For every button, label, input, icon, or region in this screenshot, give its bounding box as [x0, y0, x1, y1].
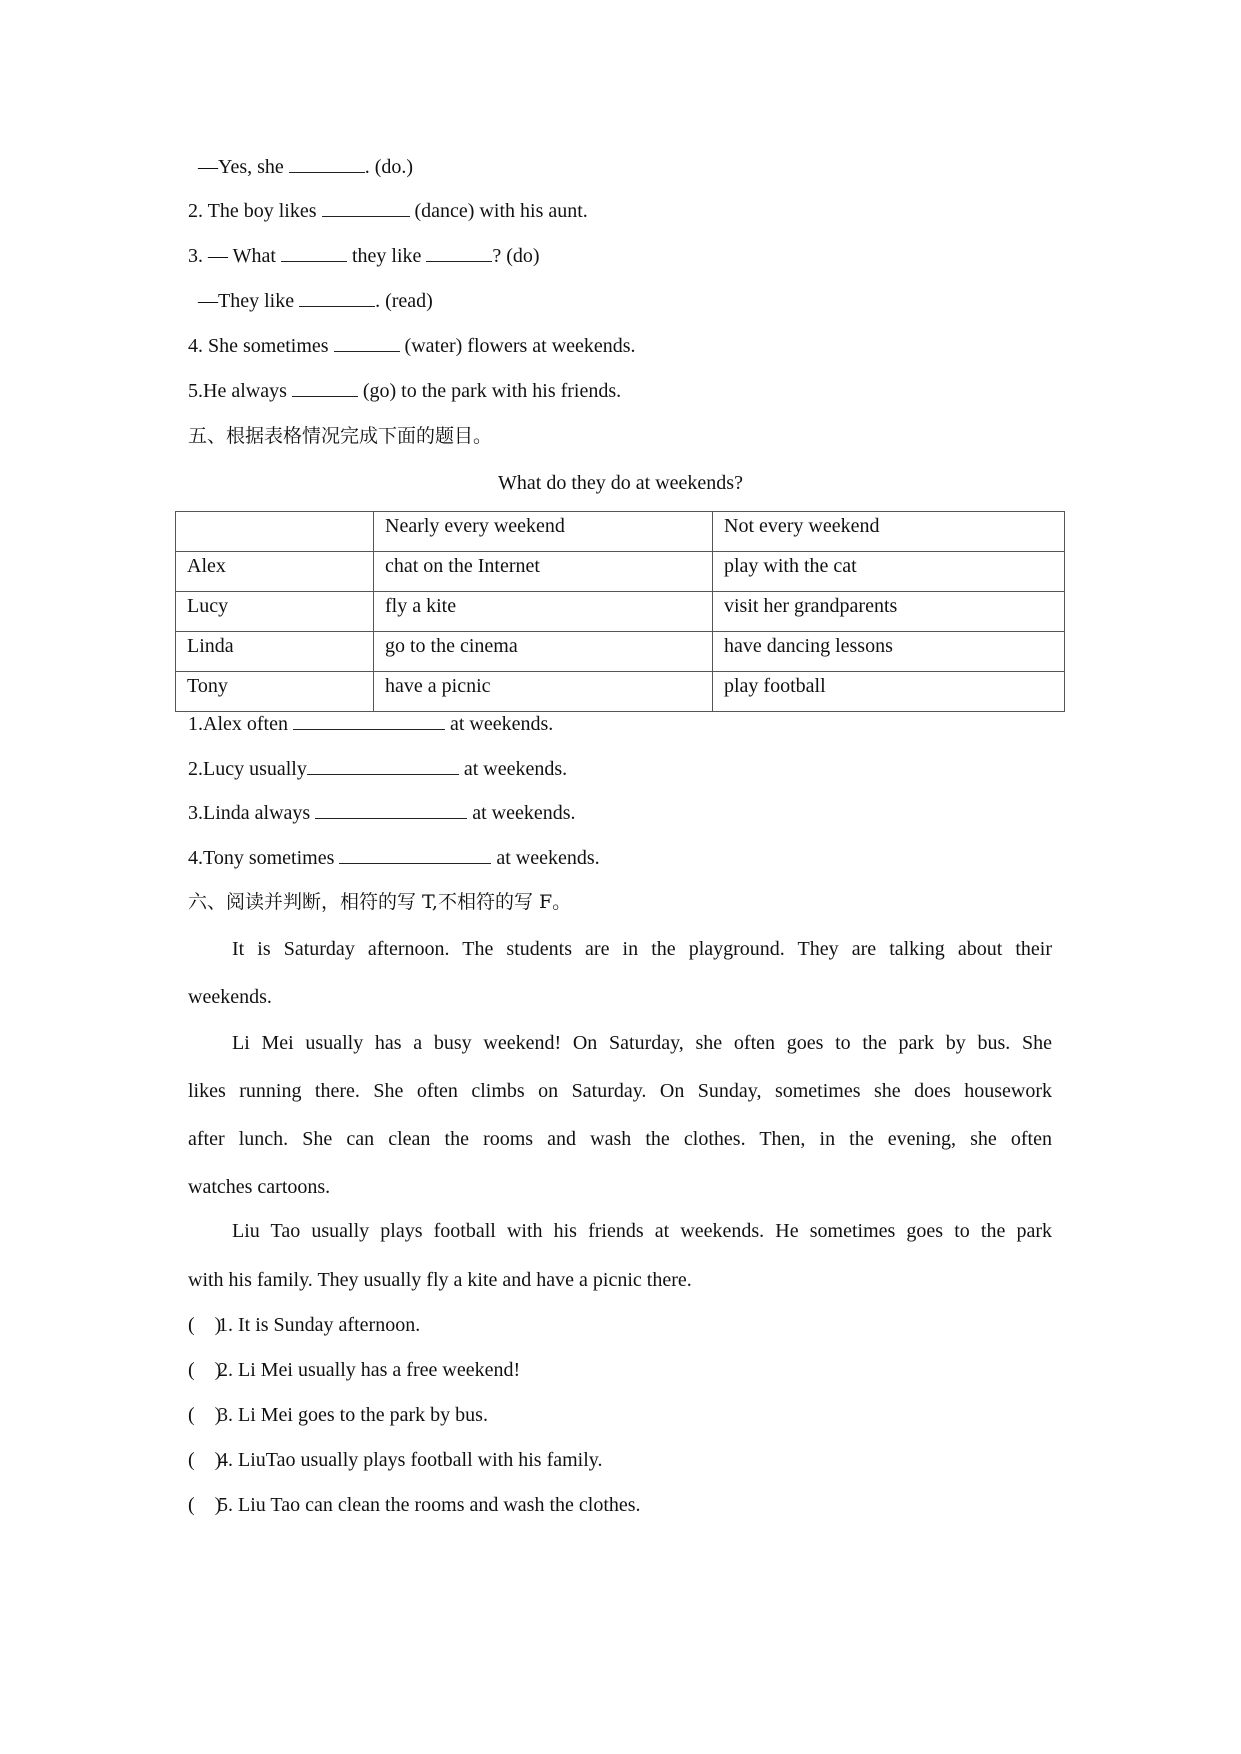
answer-blank[interactable] [281, 243, 347, 262]
answer-blank[interactable] [289, 154, 365, 173]
answer-paren[interactable]: ( ) [188, 1404, 222, 1426]
answer-paren[interactable]: ( ) [188, 1449, 222, 1471]
judgement-item-5: ( )5. Liu Tao can clean the rooms and wash the clothes. [188, 1494, 641, 1516]
table-header-cell [176, 512, 374, 552]
question-5: 5.He always (go) to the park with his friends. [188, 380, 622, 402]
q1-answer-line: —Yes, she . (do.) [198, 156, 414, 178]
passage-line: watches cartoons. [188, 1176, 331, 1198]
table-header-cell: Not every weekend [713, 512, 1065, 552]
question-2: 2. The boy likes (dance) with his aunt. [188, 200, 588, 222]
answer-blank[interactable] [339, 845, 491, 864]
passage-line: with his family. They usually fly a kite and have a picnic there. [188, 1269, 692, 1291]
table-cell: chat on the Internet [374, 552, 713, 592]
passage-line: after lunch. She can clean the rooms and wash the clothes. Then, in the evening, she often [188, 1128, 1052, 1150]
answer-blank[interactable] [307, 756, 459, 775]
table-caption: What do they do at weekends? [498, 472, 743, 494]
answer-blank[interactable] [334, 333, 400, 352]
table-header-row [176, 512, 1065, 552]
table-cell-name: Linda [176, 632, 374, 672]
judgement-item-1: ( )1. It is Sunday afternoon. [188, 1314, 421, 1336]
table-header-cell: Nearly every weekend [374, 512, 713, 552]
passage-line: Li Mei usually has a busy weekend! On Saturday, she often goes to the park by bus. She [232, 1032, 1052, 1054]
answer-blank[interactable] [426, 243, 492, 262]
section5-heading: 五、根据表格情况完成下面的题目。 [188, 425, 493, 447]
table-cell-name: Alex [176, 552, 374, 592]
answer-paren[interactable]: ( ) [188, 1494, 222, 1516]
section6-heading: 六、阅读并判断，相符的写 T,不相符的写 F。 [188, 891, 572, 913]
question-4: 4. She sometimes (water) flowers at weekends. [188, 335, 636, 357]
answer-paren[interactable]: ( ) [188, 1314, 222, 1336]
passage-line: Liu Tao usually plays football with his friends at weekends. He sometimes goes to the park [232, 1220, 1052, 1242]
answer-blank[interactable] [315, 800, 467, 819]
table-cell: play with the cat [713, 552, 1065, 592]
table-cell-name: Lucy [176, 592, 374, 632]
answer-blank[interactable] [299, 288, 375, 307]
table-question-3: 3.Linda always at weekends. [188, 802, 576, 824]
answer-blank[interactable] [293, 711, 445, 730]
question-3: 3. — What they like ? (do) [188, 245, 540, 267]
table-cell: go to the cinema [374, 632, 713, 672]
table-question-2: 2.Lucy usually at weekends. [188, 758, 568, 780]
passage-line: It is Saturday afternoon. The students are in the playground. They are talking about their [232, 938, 1052, 960]
passage-line: likes running there. She often climbs on Saturday. On Sunday, sometimes she does housework [188, 1080, 1052, 1102]
table-question-1: 1.Alex often at weekends. [188, 713, 554, 735]
table-question-4: 4.Tony sometimes at weekends. [188, 847, 600, 869]
judgement-item-2: ( )2. Li Mei usually has a free weekend! [188, 1359, 521, 1381]
table-cell: have a picnic [374, 672, 713, 712]
answer-blank[interactable] [292, 378, 358, 397]
q3-answer-line: —They like . (read) [198, 290, 433, 312]
passage-line: weekends. [188, 986, 272, 1008]
table-cell: have dancing lessons [713, 632, 1065, 672]
table-row [176, 632, 1065, 672]
table-cell: play football [713, 672, 1065, 712]
judgement-item-4: ( )4. LiuTao usually plays football with his family. [188, 1449, 603, 1471]
table-cell: visit her grandparents [713, 592, 1065, 632]
table-row [176, 552, 1065, 592]
table-row [176, 672, 1065, 712]
answer-blank[interactable] [322, 198, 410, 217]
answer-paren[interactable]: ( ) [188, 1359, 222, 1381]
table-row [176, 592, 1065, 632]
table-cell-name: Tony [176, 672, 374, 712]
table-cell: fly a kite [374, 592, 713, 632]
weekend-activities-table [175, 511, 1065, 712]
judgement-item-3: ( )3. Li Mei goes to the park by bus. [188, 1404, 488, 1426]
